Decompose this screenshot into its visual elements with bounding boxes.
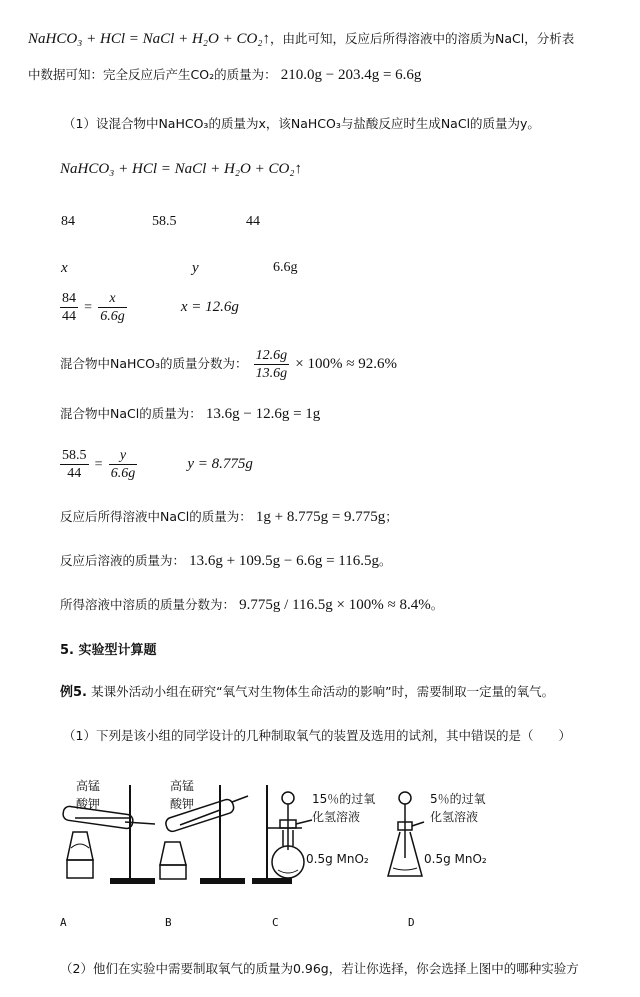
fraction: $\frac{58.5}{44}$	[62, 448, 87, 481]
question-1: （1）下列是该小组的同学设计的几种制取氧气的装置及选用的试剂，其中错误的是（ ）	[63, 728, 571, 743]
caption-d-1: 5％的过氧	[430, 792, 486, 806]
math: 9.775g / 116.5g × 100% ≈ 8.4%	[239, 597, 431, 613]
text: 混合物中NaHCO₃的质量分数为：	[60, 356, 248, 371]
line-13: 所得溶液中溶质的质量分数为： 9.775g / 116.5g × 100% ≈ 8.4%。	[60, 597, 444, 613]
line-1	[28, 30, 574, 49]
fraction-row-1: $\frac{84}{44}$ = $\frac{x}{6.6g}$ x = 12.6g	[62, 291, 239, 324]
caption-c-2: 化氢溶液	[312, 810, 361, 824]
caption-a-1: 高锰	[76, 779, 101, 793]
apparatus-b	[150, 780, 250, 890]
text: 所得溶液中溶质的质量分数为：	[60, 597, 236, 612]
result: y = 8.775g	[187, 456, 253, 472]
math: 13.6g + 109.5g − 6.6g = 116.5g	[189, 553, 379, 569]
var-x: x	[61, 260, 68, 276]
fraction-row-2: $\frac{58.5}{44}$ = $\frac{y}{6.6g}$ y = 8.775g	[62, 448, 253, 481]
caption-c-mno2: 0.5g MnO₂	[306, 852, 369, 866]
line-3: （1）设混合物中NaHCO₃的质量为x，该NaHCO₃与盐酸反应时生成NaCl的质量为y。	[63, 116, 540, 131]
caption-d-2: 化氢溶液	[430, 810, 479, 824]
option-a-label: A	[60, 916, 67, 929]
line-8	[60, 347, 397, 382]
option-b-label: B	[165, 916, 172, 929]
fraction: $\frac{y}{6.6g}$	[110, 448, 136, 481]
mass-84: 84	[61, 214, 75, 229]
equation: NaHCO₃ + HCl = NaCl + H₂O + CO₂↑	[28, 31, 270, 47]
var-6-6g: 6.6g	[273, 260, 298, 275]
text: 中数据可知：完全反应后产生CO₂的质量为：	[28, 67, 277, 82]
line-11: 反应后所得溶液中NaCl的质量为： 1g + 8.775g = 9.775g；	[60, 509, 398, 525]
text: ，由此可知，反应后所得溶液中的溶质为NaCl，分析表	[270, 31, 575, 46]
mass-58-5: 58.5	[152, 214, 177, 229]
text: 某课外活动小组在研究“氧气对生物体生命活动的影响”时，需要制取一定量的氧气。	[91, 684, 555, 699]
line-2	[28, 66, 421, 85]
caption-b-1: 高锰	[170, 779, 195, 793]
math: 1g + 8.775g = 9.775g	[255, 509, 386, 525]
fraction: $\frac{84}{44}$	[62, 291, 76, 324]
section-heading: 5. 实验型计算题	[60, 643, 157, 658]
caption-a-2: 酸钾	[76, 797, 101, 811]
caption-b-2: 酸钾	[170, 797, 195, 811]
example-label: 例5.	[60, 685, 87, 700]
example-line	[60, 683, 554, 702]
text: 混合物中NaCl的质量为：	[60, 406, 202, 421]
math: 13.6g − 12.6g = 1g	[205, 406, 321, 422]
mass-44: 44	[246, 214, 260, 229]
caption-d-mno2: 0.5g MnO₂	[424, 852, 487, 866]
result: x = 12.6g	[180, 299, 239, 315]
math: 210.0g − 203.4g = 6.6g	[280, 67, 422, 83]
question-2: （2）他们在实验中需要制取氧气的质量为0.96g，若让你选择，你会选择上图中的哪种实验方	[60, 961, 579, 976]
fraction: $\frac{x}{6.6g}$	[100, 291, 125, 324]
option-d-label: D	[408, 916, 415, 929]
text: 反应后溶液的质量为：	[60, 553, 186, 568]
line-9	[60, 405, 320, 424]
option-c-label: C	[272, 916, 279, 929]
result: × 100% ≈ 92.6%	[295, 356, 397, 372]
equation-2: NaHCO₃ + HCl = NaCl + H₂O + CO₂↑	[60, 161, 302, 177]
var-y: y	[192, 260, 199, 276]
text: 反应后所得溶液中NaCl的质量为：	[60, 509, 252, 524]
fraction: $\frac{12.6g}{13.6g}$	[255, 348, 288, 381]
apparatus-a	[55, 780, 155, 890]
line-12: 反应后溶液的质量为： 13.6g + 109.5g − 6.6g = 116.5g。	[60, 553, 392, 569]
caption-c-1: 15％的过氧	[312, 792, 376, 806]
